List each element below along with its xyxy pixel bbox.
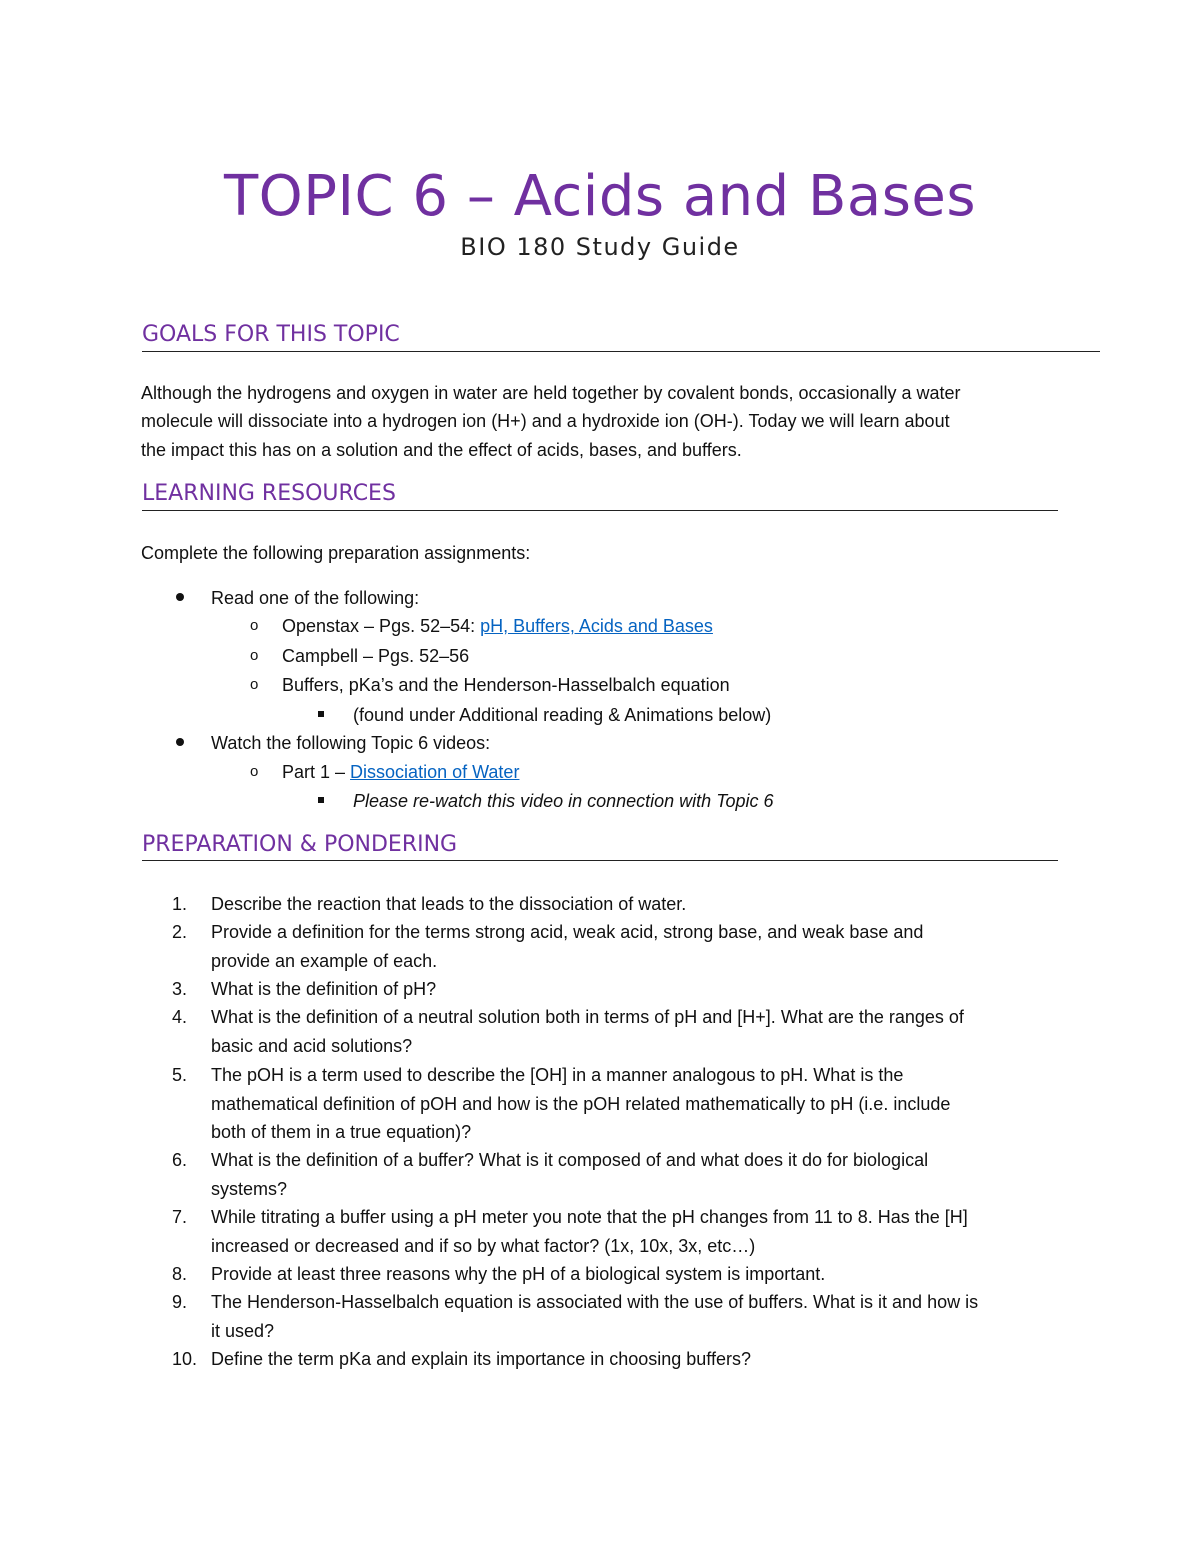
goals-line-3: the impact this has on a solution and the effect of acids, bases, and buffers. (141, 440, 742, 460)
bullet-circle: o (250, 647, 259, 664)
question-number: 1. (172, 894, 188, 914)
read-label: Read one of the following: (211, 588, 420, 608)
question-text: systems? (211, 1178, 288, 1199)
question-text: Define the term pKa and explain its importance in choosing buffers? (211, 1349, 751, 1369)
question-text: increased or decreased and if so by what factor? (1x, 10x, 3x, etc…) (211, 1235, 756, 1256)
part1-text: Part 1 – (282, 762, 351, 782)
watch-label: Watch the following Topic 6 videos: (211, 733, 491, 753)
question-number: 4. (172, 1007, 188, 1027)
resources-intro: Complete the following preparation assignments: (141, 543, 531, 563)
question-text: The Henderson-Hasselbalch equation is associated with the use of buffers. What is it and how is (211, 1292, 979, 1312)
goals-heading: GOALS FOR THIS TOPIC (142, 322, 400, 347)
question-text: both of them in a true equation)? (211, 1122, 472, 1142)
goals-line-2: molecule will dissociate into a hydrogen ion (H+) and a hydroxide ion (OH-). Today we will learn about (141, 411, 950, 431)
prep-heading: PREPARATION & PONDERING (142, 832, 458, 857)
part1-note: Please re-watch this video in connection with Topic 6 (353, 791, 774, 811)
openstax-link[interactable]: pH, Buffers, Acids and Bases (480, 616, 713, 636)
question-text: mathematical definition of pOH and how is the pOH related mathematically to pH (i.e. include (211, 1093, 951, 1114)
question-text: Describe the reaction that leads to the dissociation of water. (211, 894, 687, 914)
dissociation-link[interactable]: Dissociation of Water (350, 762, 520, 782)
goals-divider (142, 351, 1100, 352)
question-text: What is the definition of a buffer? What is it composed of and what does it do for biological (211, 1150, 929, 1170)
openstax-item (282, 612, 713, 641)
question-number: 3. (172, 979, 188, 999)
question-text: Provide a definition for the terms strong acid, weak acid, strong base, and weak base and (211, 922, 924, 942)
question-number: 7. (172, 1207, 188, 1227)
question-number: 6. (172, 1150, 188, 1170)
bullet-circle: o (250, 676, 259, 693)
question-text: The pOH is a term used to describe the [OH] in a manner analogous to pH. What is the (211, 1065, 904, 1085)
question-number: 10. (172, 1349, 198, 1369)
question-text: What is the definition of a neutral solution both in terms of pH and [H+]. What are the ranges of (211, 1007, 964, 1027)
question-text: basic and acid solutions? (211, 1035, 413, 1056)
question-number: 8. (172, 1264, 188, 1284)
question-text: What is the definition of pH? (211, 979, 437, 999)
question-text: Provide at least three reasons why the pH of a biological system is important. (211, 1264, 826, 1284)
question-number: 2. (172, 922, 188, 942)
resources-heading: LEARNING RESOURCES (142, 481, 396, 506)
question-number: 5. (172, 1065, 188, 1085)
bullet-disc (176, 593, 184, 601)
part1-item (282, 758, 519, 787)
prep-divider (142, 860, 1058, 861)
buffers-item: Buffers, pKa’s and the Henderson-Hasselbalch equation (282, 675, 730, 695)
bullet-square (318, 711, 324, 717)
buffers-note: (found under Additional reading & Animations below) (353, 705, 772, 725)
bullet-circle: o (250, 763, 259, 780)
page-title: TOPIC 6 – Acids and Bases (223, 164, 977, 229)
bullet-circle: o (250, 617, 259, 634)
bullet-disc (176, 738, 184, 746)
question-text: provide an example of each. (211, 950, 438, 971)
question-text: While titrating a buffer using a pH meter you note that the pH changes from 11 to 8. Has the [H] (211, 1207, 968, 1227)
goals-line-1: Although the hydrogens and oxygen in water are held together by covalent bonds, occasionally a water (141, 383, 961, 403)
resources-divider (142, 510, 1058, 511)
openstax-text: Openstax – Pgs. 52–54: (282, 616, 481, 636)
bullet-square (318, 797, 324, 803)
question-number: 9. (172, 1292, 188, 1312)
page-subtitle: BIO 180 Study Guide (460, 233, 740, 261)
question-text: it used? (211, 1320, 275, 1341)
campbell-item: Campbell – Pgs. 52–56 (282, 646, 470, 666)
